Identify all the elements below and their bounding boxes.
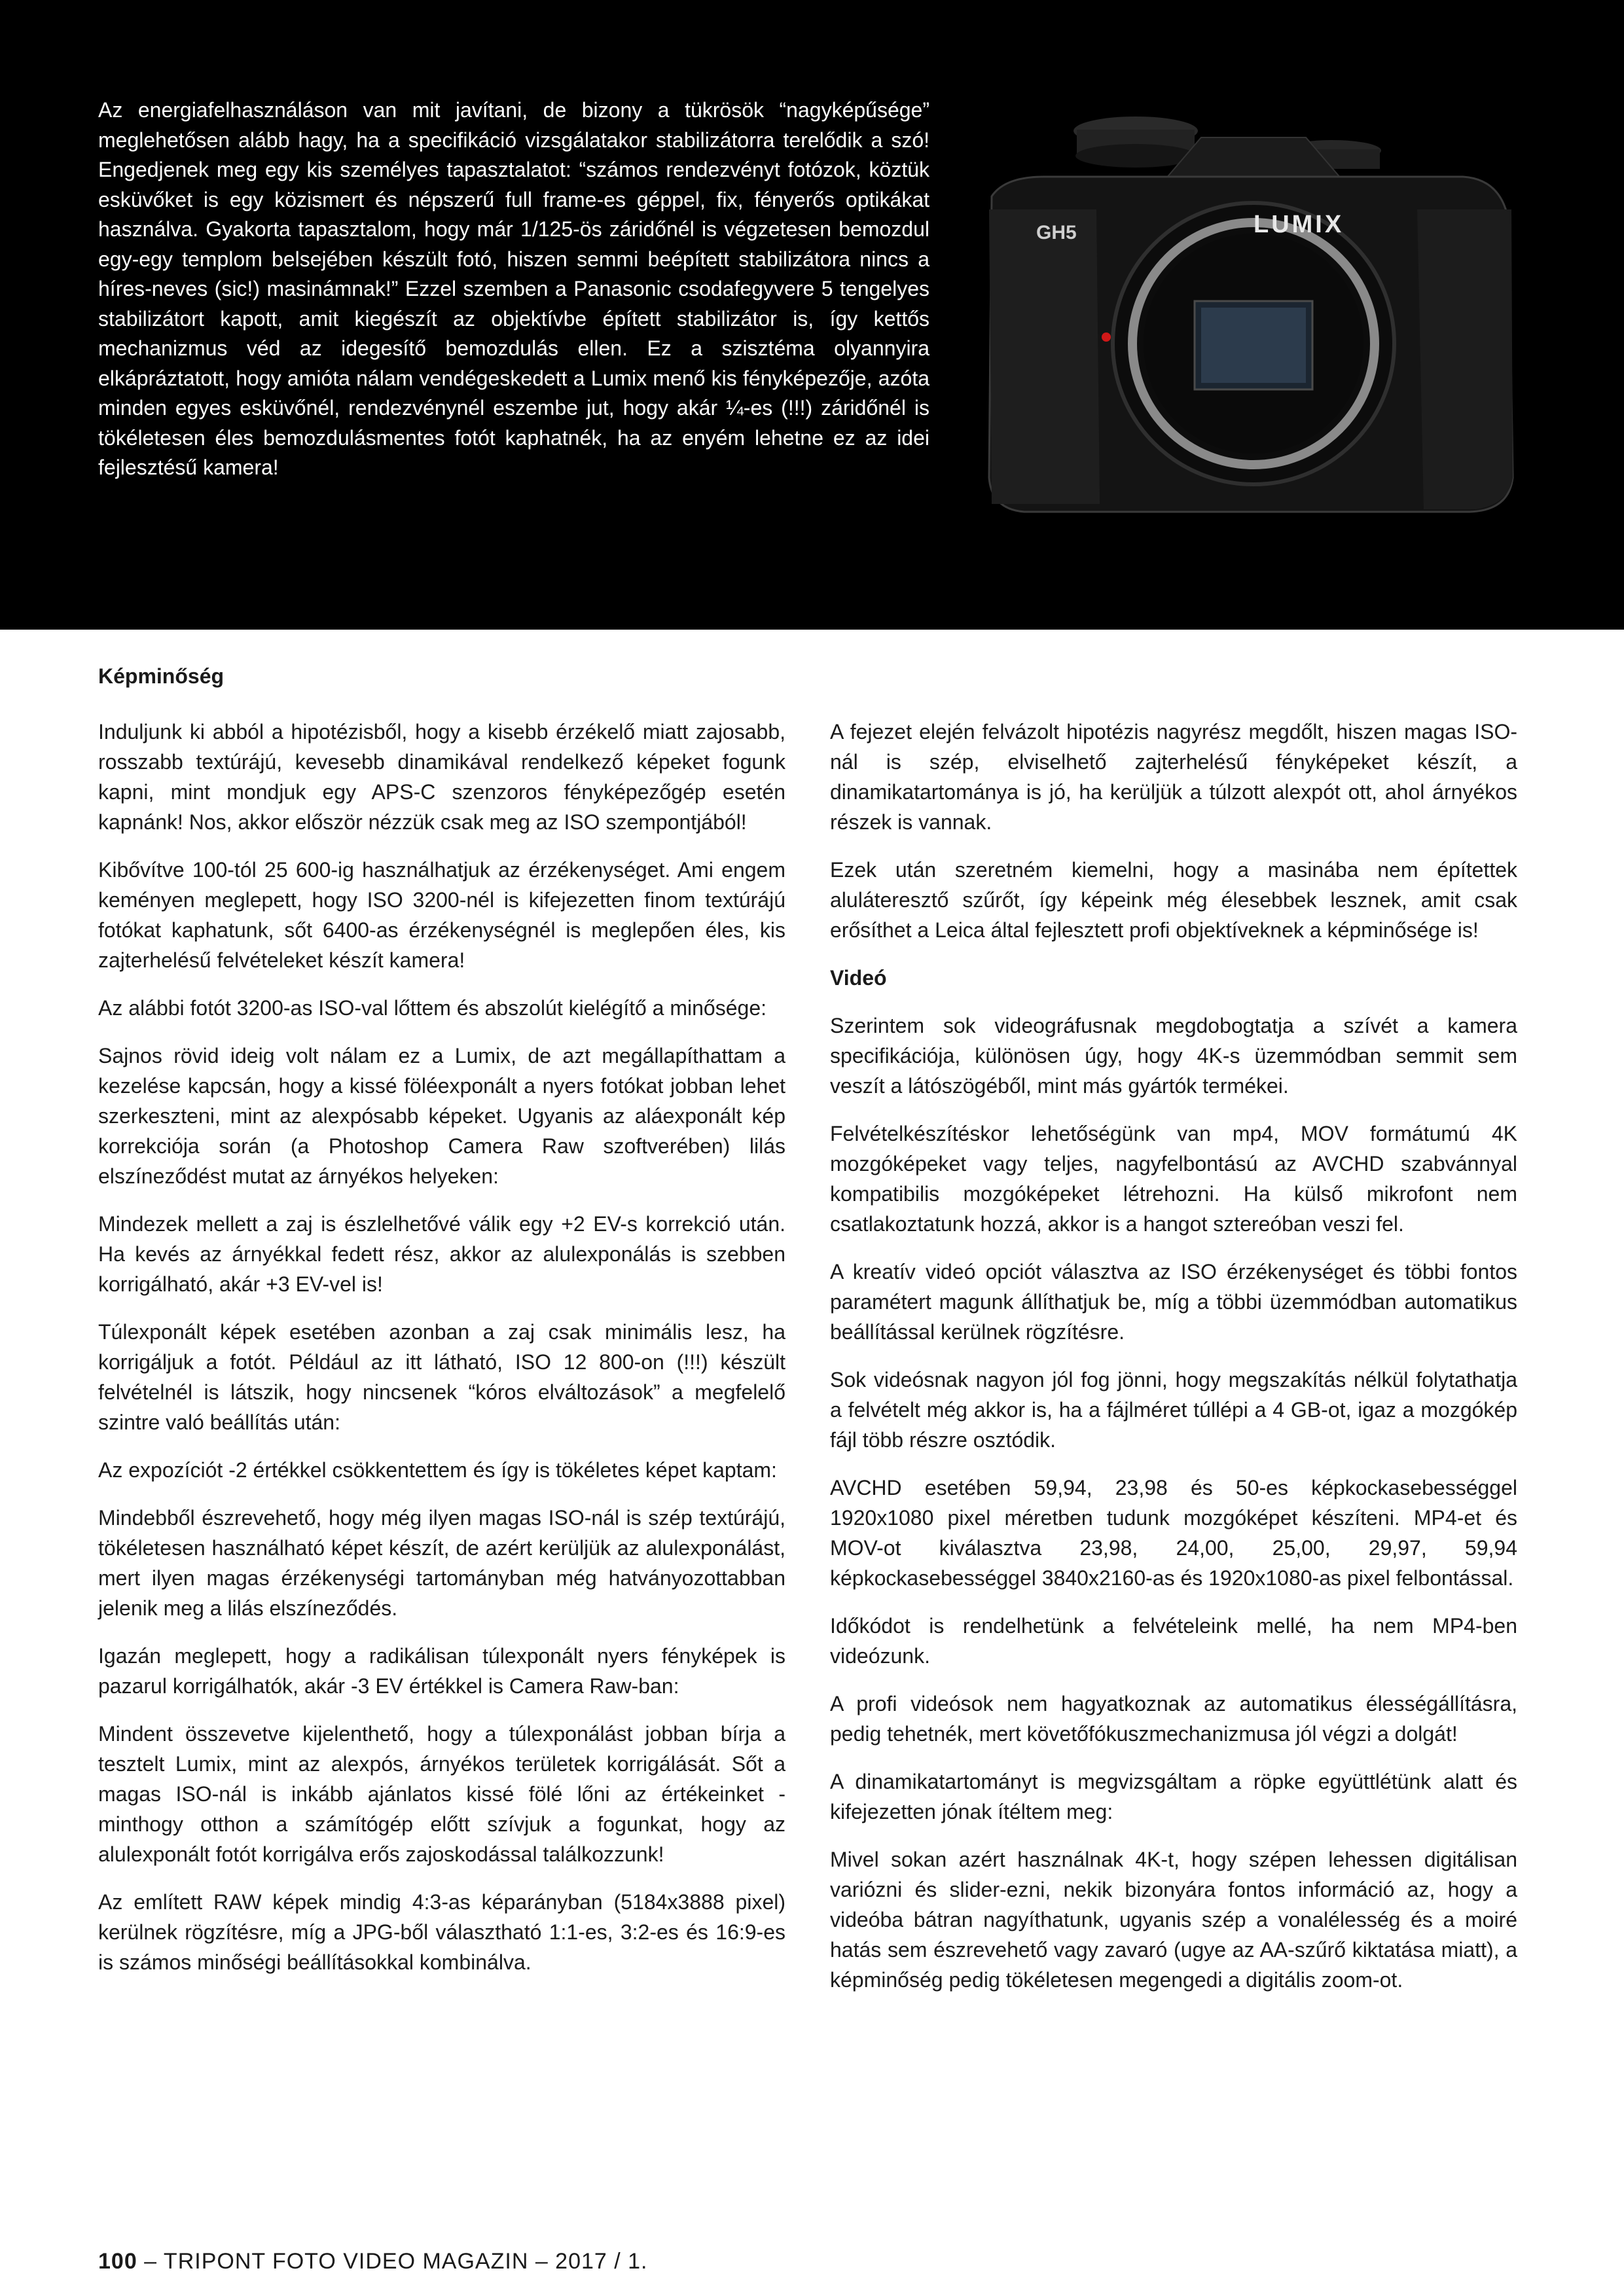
- left-paragraph: Túlexponált képek esetében azonban a zaj csak minimális lesz, ha korrigáljuk a fotót. Például az itt látható, ISO 12 800-on (!!!) készült felvételnél is látszik, hogy nincsenek “kóros elváltozások” a megfelelő szintre való beállítás után:: [98, 1320, 785, 1434]
- grip: [989, 209, 1100, 504]
- left-paragraph: Kibővítve 100-tól 25 600-ig használhatjuk az érzékenységet. Ami engem keményen meglepett, hogy ISO 3200-nél is kifejezetten finom textúrájú fotókat kaphatunk, sőt 6400-as érzékenységnél is meglepően éles, kis zajterhelésű felvételeket készít kamera!: [98, 858, 785, 972]
- left-paragraph: Az alábbi fotót 3200-as ISO-val lőttem és abszolút kielégítő a minősége:: [98, 996, 767, 1020]
- footer-text: – TRIPONT FOTO VIDEO MAGAZIN – 2017 / 1.: [137, 2249, 648, 2274]
- left-paragraph: Mindezek mellett a zaj is észlelhetővé válik egy +2 EV-s korrekció után. Ha kevés az árnyékkal fedett rész, akkor az alulexponálás is szebben korrigálható, akár +3 EV-vel is!: [98, 1212, 785, 1296]
- left-paragraph: Igazán meglepett, hogy a radikálisan túlexponált nyers fényképek is pazarul korrigálhatók, akár -3 EV értékkel is Camera Raw-ban:: [98, 1644, 785, 1698]
- page-footer: [98, 2249, 648, 2274]
- page-number: 100: [98, 2249, 137, 2274]
- right-paragraph: Felvételkészítéskor lehetőségünk van mp4, MOV formátumú 4K mozgóképeket vagy teljes, nagyfelbontású az AVCHD szabvánnyal kompatibilis mozgóképeket létrehozni. Ha külső mikrofont nem csatlakoztatunk hozzá, akkor is a hangot sztereóban veszi fel.: [830, 1122, 1517, 1236]
- right-paragraph: Sok videósnak nagyon jól fog jönni, hogy megszakítás nélkül folytathatja a felvételt még akkor is, ha a fájlméret túllépi a 4 GB-ot, igaz a mozgókép fájl több részre osztódik.: [830, 1368, 1517, 1452]
- right-paragraph: Mivel sokan azért használnak 4K-t, hogy szépen lehessen digitálisan variózni és slider-ezni, nekik bizonyára fontos információ az, hogy a videóba bátran nagyíthatunk, ugyanis szép a vonalélesség és a moiré hatás sem észrevehető vagy zavaró (ugye az AA-szűrő kiktatása miatt), a képminőség pedig tökéletesen megengedi a digitális zoom-ot.: [830, 1848, 1517, 1992]
- intro-paragraph: Az energiafelhasználáson van mit javítani, de bizony a tükrösök “nagyképűsége” meglehetősen alább hagy, ha a specifikáció vizsgálatakor stabilizátorra terelődik a szó! Engedjenek meg egy kis személyes tapasztalatot: “számos rendezvényt fotózok, köztük esküvőket is egy közismert és népszerű full frame-es géppel, fix, fényerős optikákat használva. Gyakorta tapasztalom, hogy már 1/125-ös záridőnél is végzetesen bemozdul egy-egy templom belsejében készült fotó, hiszen semmi beépített stabilizátora nincs a híres-neves (sic!) masinámnak!” Ezzel szemben a Panasonic csodafegyvere 5 tengelyes stabilizátort kapott, amit kiegészít az objektívbe épített stabilizátor is, így kettős mechanizmus véd az idegesítő bemozdulás ellen. Ez a szisztéma olyannyira elkápráztatott, hogy amióta nálam vendégeskedett a Lumix menő kis fényképezője, azóta minden egyes esküvőnél, rendezvénynél eszembe jut, hogy akár ¼-es (!!!) záridőnél is tökéletesen éles bemozdulásmentes fotót kaphatnék, ha az enyém lehetne ez az idei fejlesztésű kamera!: [98, 98, 929, 479]
- brand-label: LUMIX: [1254, 211, 1344, 238]
- right-paragraph: A profi videósok nem hagyatkoznak az automatikus élességállításra, pedig tehetnék, mert követőfókuszmechanizmusa jól végzi a dolgát!: [830, 1692, 1517, 1746]
- section-title-image-quality: Képminőség: [98, 664, 225, 688]
- section-title-video: Videó: [830, 966, 887, 990]
- left-paragraph: Az expozíciót -2 értékkel csökkentettem és így is tökéletes képet kaptam:: [98, 1458, 777, 1482]
- left-paragraph: Induljunk ki abból a hipotézisből, hogy a kisebb érzékelő miatt zajosabb, rosszabb textúrájú, kevesebb dinamikával rendelkező képeket fogunk kapni, mint mondjuk egy APS-C szenzoros fényképezőgép esetén kapnánk! Nos, akkor először nézzük csak meg az ISO szempontjából!: [98, 720, 785, 834]
- left-paragraph: Sajnos rövid ideig volt nálam ez a Lumix, de azt megállapíthattam a kezelése kapcsán, hogy a kissé föléexponált a nyers fotókat jobban lehet szerkeszteni, mint az alexpósabb képeket. Ugyanis az aláexponált kép korrekciója során (a Photoshop Camera Raw szoftverében) lilás elszíneződést mutat az árnyékos helyeken:: [98, 1044, 785, 1188]
- mount-index-dot: [1102, 332, 1111, 342]
- right-paragraph: A kreatív videó opciót választva az ISO érzékenységet és többi fontos paramétert magunk állíthatjuk be, míg a többi üzemmódban automatikus beállítással kerülnek rögzítésre.: [830, 1260, 1517, 1344]
- top-black-band: [0, 0, 1624, 630]
- camera-photo: [965, 111, 1522, 530]
- left-paragraph: Az említett RAW képek mindig 4:3-as képarányban (5184x3888 pixel) kerülnek rögzítésre, míg a JPG-ből választható 1:1-es, 3:2-es és 16:9-es is számos minőségi beállításokkal kombinálva.: [98, 1890, 785, 1974]
- left-paragraph: Mindent összevetve kijelenthető, hogy a túlexponálást jobban bírja a tesztelt Lumix, mint az alexpós, árnyékos területek korrigálását. Sőt a magas ISO-nál is inkább ajánlatos kissé fölé lőni az értékeinket - minthogy otthon a számítógép előtt szívjuk a fogunkat, hogy az alulexponált fotót korrigálva erős zajoskodással találkozzunk!: [98, 1722, 785, 1866]
- right-paragraph: Ezek után szeretném kiemelni, hogy a masinába nem építettek aluláteresztő szűrőt, így képeink még élesebbek lesznek, amit csak erősíthet a Leica által fejlesztett profi objektíveknek a képminősége is!: [830, 858, 1517, 942]
- model-label: GH5: [1036, 222, 1077, 243]
- right-paragraph: A fejezet elején felvázolt hipotézis nagyrész megdőlt, hiszen magas ISO-nál is szép, elviselhető zajterhelésű fényképeket készít, a dinamikatartománya is jó, ha kerüljük a túlzott alexpót ott, ahol árnyékos részek is vannak.: [830, 720, 1517, 834]
- right-paragraph: Időkódot is rendelhetünk a felvételeink mellé, ha nem MP4-ben videózunk.: [830, 1614, 1517, 1668]
- right-paragraph: AVCHD esetében 59,94, 23,98 és 50-es képkockasebességgel 1920x1080 pixel méretben tudunk mozgóképet készíteni. MP4-et és MOV-ot kiválasztva 23,98, 24,00, 25,00, 29,97, 59,94 képkockasebességgel 3840x2160-as és 1920x1080-as pixel felbontással.: [830, 1476, 1517, 1590]
- right-paragraph: Szerintem sok videográfusnak megdobogtatja a szívét a kamera specifikációja, különösen úgy, hogy 4K-s üzemmódban semmit sem veszít a látószögéből, mint más gyártók termékei.: [830, 1014, 1517, 1098]
- left-column: [98, 717, 785, 1995]
- right-column: [830, 717, 1517, 2013]
- left-paragraph: Mindebből észrevehető, hogy még ilyen magas ISO-nál is szép textúrájú, tökéletesen használható képet készít, de azért kerüljük az alulexponálást, mert ilyen magas érzékenységi tartományban még hatványozottabban jelenik meg a lilás elszíneződés.: [98, 1506, 785, 1620]
- right-paragraph: A dinamikatartományt is megvizsgáltam a röpke együttlétünk alatt és kifejezetten jónak ítéltem meg:: [830, 1770, 1517, 1823]
